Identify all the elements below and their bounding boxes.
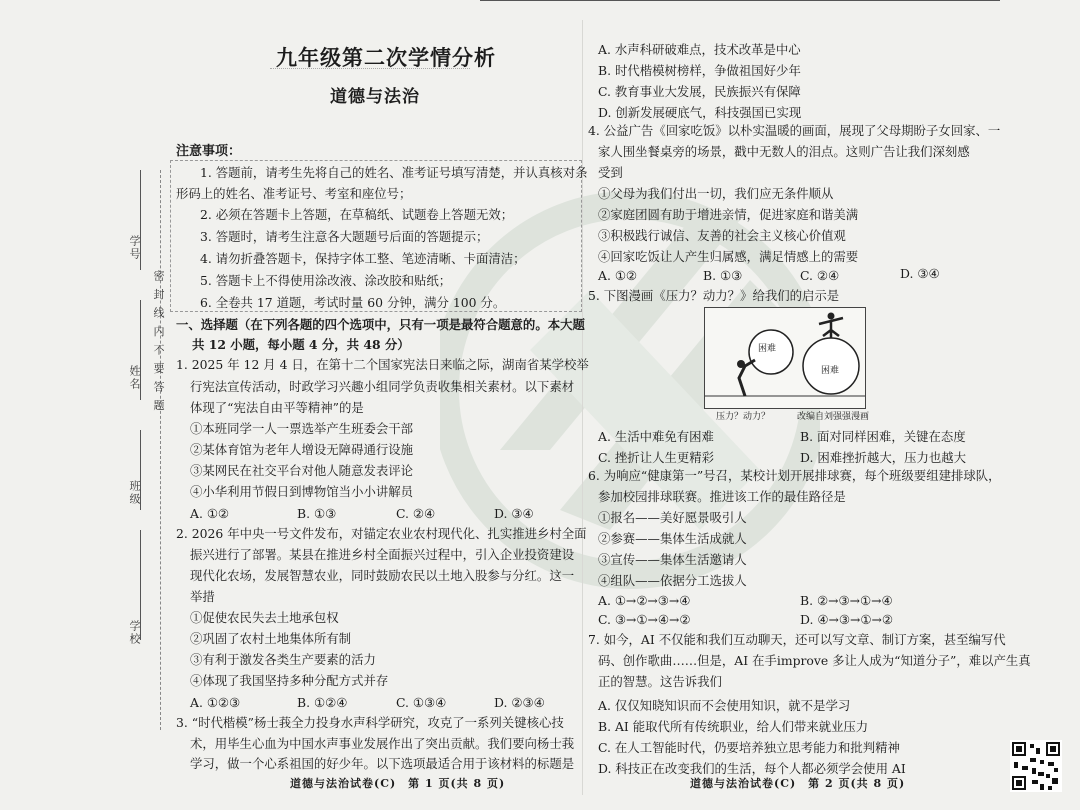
notice-item: 2. 必须在答题卡上答题，在草稿纸、试题卷上答题无效； — [200, 207, 514, 222]
notice-label: 注意事项： — [176, 144, 242, 159]
notice-item: 形码上的姓名、准考证号、考室和座位号； — [176, 186, 412, 201]
label-xuexiao: 学校 — [128, 620, 141, 646]
q7-option-b: B. AI 能取代所有传统职业，给人们带来就业压力 — [598, 719, 869, 734]
q1-option-b: B. ①③ — [297, 506, 337, 521]
q4-line: 4. 公益广告《回家吃饭》以朴实温暖的画面，展现了父母期盼子女回家、一 — [588, 123, 1001, 138]
q3-line: 术，用毕生心血为中国水声事业发展作出了突出贡献。我们要向杨士莪 — [190, 736, 575, 751]
q4-line: ④回家吃饭让人产生归属感，满足情感上的需要 — [598, 249, 859, 264]
q4-line: ③积极践行诚信、友善的社会主义核心价值观 — [598, 228, 846, 243]
notice-item: 4. 请勿折叠答题卡，保持字体工整、笔迹清晰、卡面清洁； — [200, 251, 526, 266]
q2-option-c: C. ①③④ — [396, 695, 447, 710]
cartoon-source: 改编自刘强强漫画 — [797, 412, 870, 422]
q4-line: 家人围坐餐桌旁的场景，戳中无数人的泪点。这则广告让我们深刻感 — [598, 144, 970, 159]
q6-line: ①报名——美好愿景吸引人 — [598, 510, 747, 525]
notice-item: 3. 答题时，请考生注意各大题题号后面的答题提示； — [200, 229, 489, 244]
q4-option-b: B. ①③ — [703, 268, 743, 283]
notice-item: 6. 全卷共 17 道题，考试时量 60 分钟，满分 100 分。 — [200, 295, 506, 310]
label-banji: 班级 — [128, 480, 141, 506]
footer-right: 道德与法治试卷(C) 第 2 页(共 8 页) — [690, 777, 906, 790]
q7-option-d: D. 科技正在改变我们的生活，每个人都必须学会使用 AI — [598, 761, 906, 776]
q2-option-b: B. ①②④ — [297, 695, 348, 710]
q3-option-b: B. 时代楷模树榜样，争做祖国好少年 — [598, 63, 801, 78]
q5-option-c: C. 挫折让人生更精彩 — [598, 450, 715, 465]
q6-line: ④组队——依据分工选拔人 — [598, 573, 747, 588]
q5-stem: 5. 下图漫画《压力？动力？》给我们的启示是 — [588, 288, 840, 303]
q1-line: 行宪法宣传活动，时政学习兴趣小组同学负责收集相关素材。以下素材 — [190, 379, 575, 394]
q2-line: 现代化农场，发展智慧农业，同时鼓励农民以土地入股参与分红。这一 — [190, 568, 575, 583]
section-heading: 共 12 小题，每小题 4 分，共 48 分） — [192, 337, 410, 352]
q1-line: ④小华利用节假日到博物馆当小小讲解员 — [190, 484, 414, 499]
q7-line: 正的智慧。这告诉我们 — [598, 674, 722, 689]
page-seam — [582, 20, 583, 795]
q2-option-a: A. ①②③ — [190, 695, 241, 710]
q5-option-d: D. 困难挫折越大，压力也越大 — [800, 450, 967, 465]
notice-item: 5. 答题卡上不得使用涂改液、涂改胶和贴纸； — [200, 273, 452, 288]
q6-option-d: D. ④→③→①→② — [800, 612, 893, 627]
page-title: 九年级第二次学情分析 — [276, 45, 496, 70]
q2-line: 2. 2026 年中央一号文件发布，对锚定农业农村现代化、扎实推进乡村全面 — [176, 526, 587, 541]
section-heading: 一、选择题（在下列各题的四个选项中，只有一项是最符合题意的。本大题 — [176, 317, 585, 332]
q4-line: ①父母为我们付出一切，我们应无条件顺从 — [598, 186, 834, 201]
q5-option-b: B. 面对同样困难，关键在态度 — [800, 429, 966, 444]
cartoon-ball-label-right: 困难 — [821, 366, 840, 376]
cartoon-drawing — [705, 308, 865, 408]
q2-line: ③有利于激发各类生产要素的活力 — [190, 652, 376, 667]
q4-option-a: A. ①② — [598, 268, 638, 283]
faint-stamp — [270, 68, 470, 79]
q1-line: 体现了“宪法自由平等精神”的是 — [190, 400, 364, 415]
q3-line: 学习，做一个心系祖国的好少年。以下选项最适合用于该材料的标题是 — [190, 756, 575, 771]
q7-line: 7. 如今，AI 不仅能和我们互动聊天，还可以写文章、制订方案，甚至编写代 — [588, 632, 1006, 647]
q1-option-c: C. ②④ — [396, 506, 436, 521]
q1-line: ①本班同学一人一票选举产生班委会干部 — [190, 421, 414, 436]
page-subtitle: 道德与法治 — [330, 87, 420, 107]
q7-option-c: C. 在人工智能时代，仍要培养独立思考能力和批判精神 — [598, 740, 900, 755]
q6-option-a: A. ①→②→③→④ — [598, 593, 691, 608]
label-xingming: 姓名 — [128, 365, 141, 391]
notice-item: 1. 答题前，请考生先将自己的姓名、准考证号填写清楚，并认真核对条 — [200, 165, 588, 180]
cartoon-ball-label-left: 困难 — [758, 344, 777, 354]
q4-line: ②家庭团圆有助于增进亲情，促进家庭和谐美满 — [598, 207, 859, 222]
q3-option-c: C. 教育事业大发展，民族振兴有保障 — [598, 84, 801, 99]
q3-option-a: A. 水声科研破难点，技术改革是中心 — [598, 42, 801, 57]
q6-line: 6. 为响应“健康第一”号召，某校计划开展排球赛，每个班级要组建排球队， — [588, 468, 1001, 483]
q2-line: ②巩固了农村土地集体所有制 — [190, 631, 352, 646]
q1-line: ②某体育馆为老年人增设无障碍通行设施 — [190, 442, 414, 457]
q4-option-c: C. ②④ — [800, 268, 840, 283]
q4-option-d: D. ③④ — [900, 266, 940, 281]
cartoon-image — [704, 307, 866, 409]
q5-option-a: A. 生活中难免有困难 — [598, 429, 714, 444]
q2-line: ④体现了我国坚持多种分配方式并存 — [190, 673, 389, 688]
q1-option-a: A. ①② — [190, 506, 230, 521]
q2-line: 举措 — [190, 589, 215, 604]
cartoon-caption: 压力？动力？ — [716, 412, 771, 422]
q2-line: 振兴进行了部署。某县在推进乡村全面振兴过程中，引入企业投资建设 — [190, 547, 575, 562]
top-edge-line — [480, 0, 1000, 1]
q1-line: ③某网民在社交平台对他人随意发表评论 — [190, 463, 414, 478]
seal-warning: 密 封 线 内 不 要 答 题 — [152, 270, 165, 413]
q6-line: ②参赛——集体生活成就人 — [598, 531, 747, 546]
q6-line: 参加校园排球联赛。推进该工作的最佳路径是 — [598, 489, 846, 504]
q2-option-d: D. ②③④ — [494, 695, 545, 710]
q1-line: 1. 2025 年 12 月 4 日，在第十二个国家宪法日来临之际，湖南省某学校举 — [176, 357, 589, 372]
seal-dashed-line — [160, 170, 161, 730]
qr-code-icon — [1010, 740, 1062, 792]
q7-line: 码、创作歌曲……但是，AI 在手improve 多让人成为“知道分子”，难以产生真 — [598, 653, 1031, 668]
q7-option-a: A. 仅仅知晓知识而不会使用知识，就不是学习 — [598, 698, 851, 713]
q6-option-c: C. ③→①→④→② — [598, 612, 691, 627]
footer-left: 道德与法治试卷(C) 第 1 页(共 8 页) — [290, 777, 506, 790]
q6-option-b: B. ②→③→①→④ — [800, 593, 893, 608]
q6-line: ③宣传——集体生活邀请人 — [598, 552, 747, 567]
q1-option-d: D. ③④ — [494, 506, 534, 521]
q4-line: 受到 — [598, 165, 623, 180]
q3-option-d: D. 创新发展硬底气，科技强国已实现 — [598, 105, 802, 120]
q2-line: ①促使农民失去土地承包权 — [190, 610, 339, 625]
label-xuehao: 学号 — [128, 235, 141, 261]
q3-line: 3. “时代楷模”杨士莪全力投身水声科学研究，攻克了一系列关键核心技 — [176, 715, 564, 730]
